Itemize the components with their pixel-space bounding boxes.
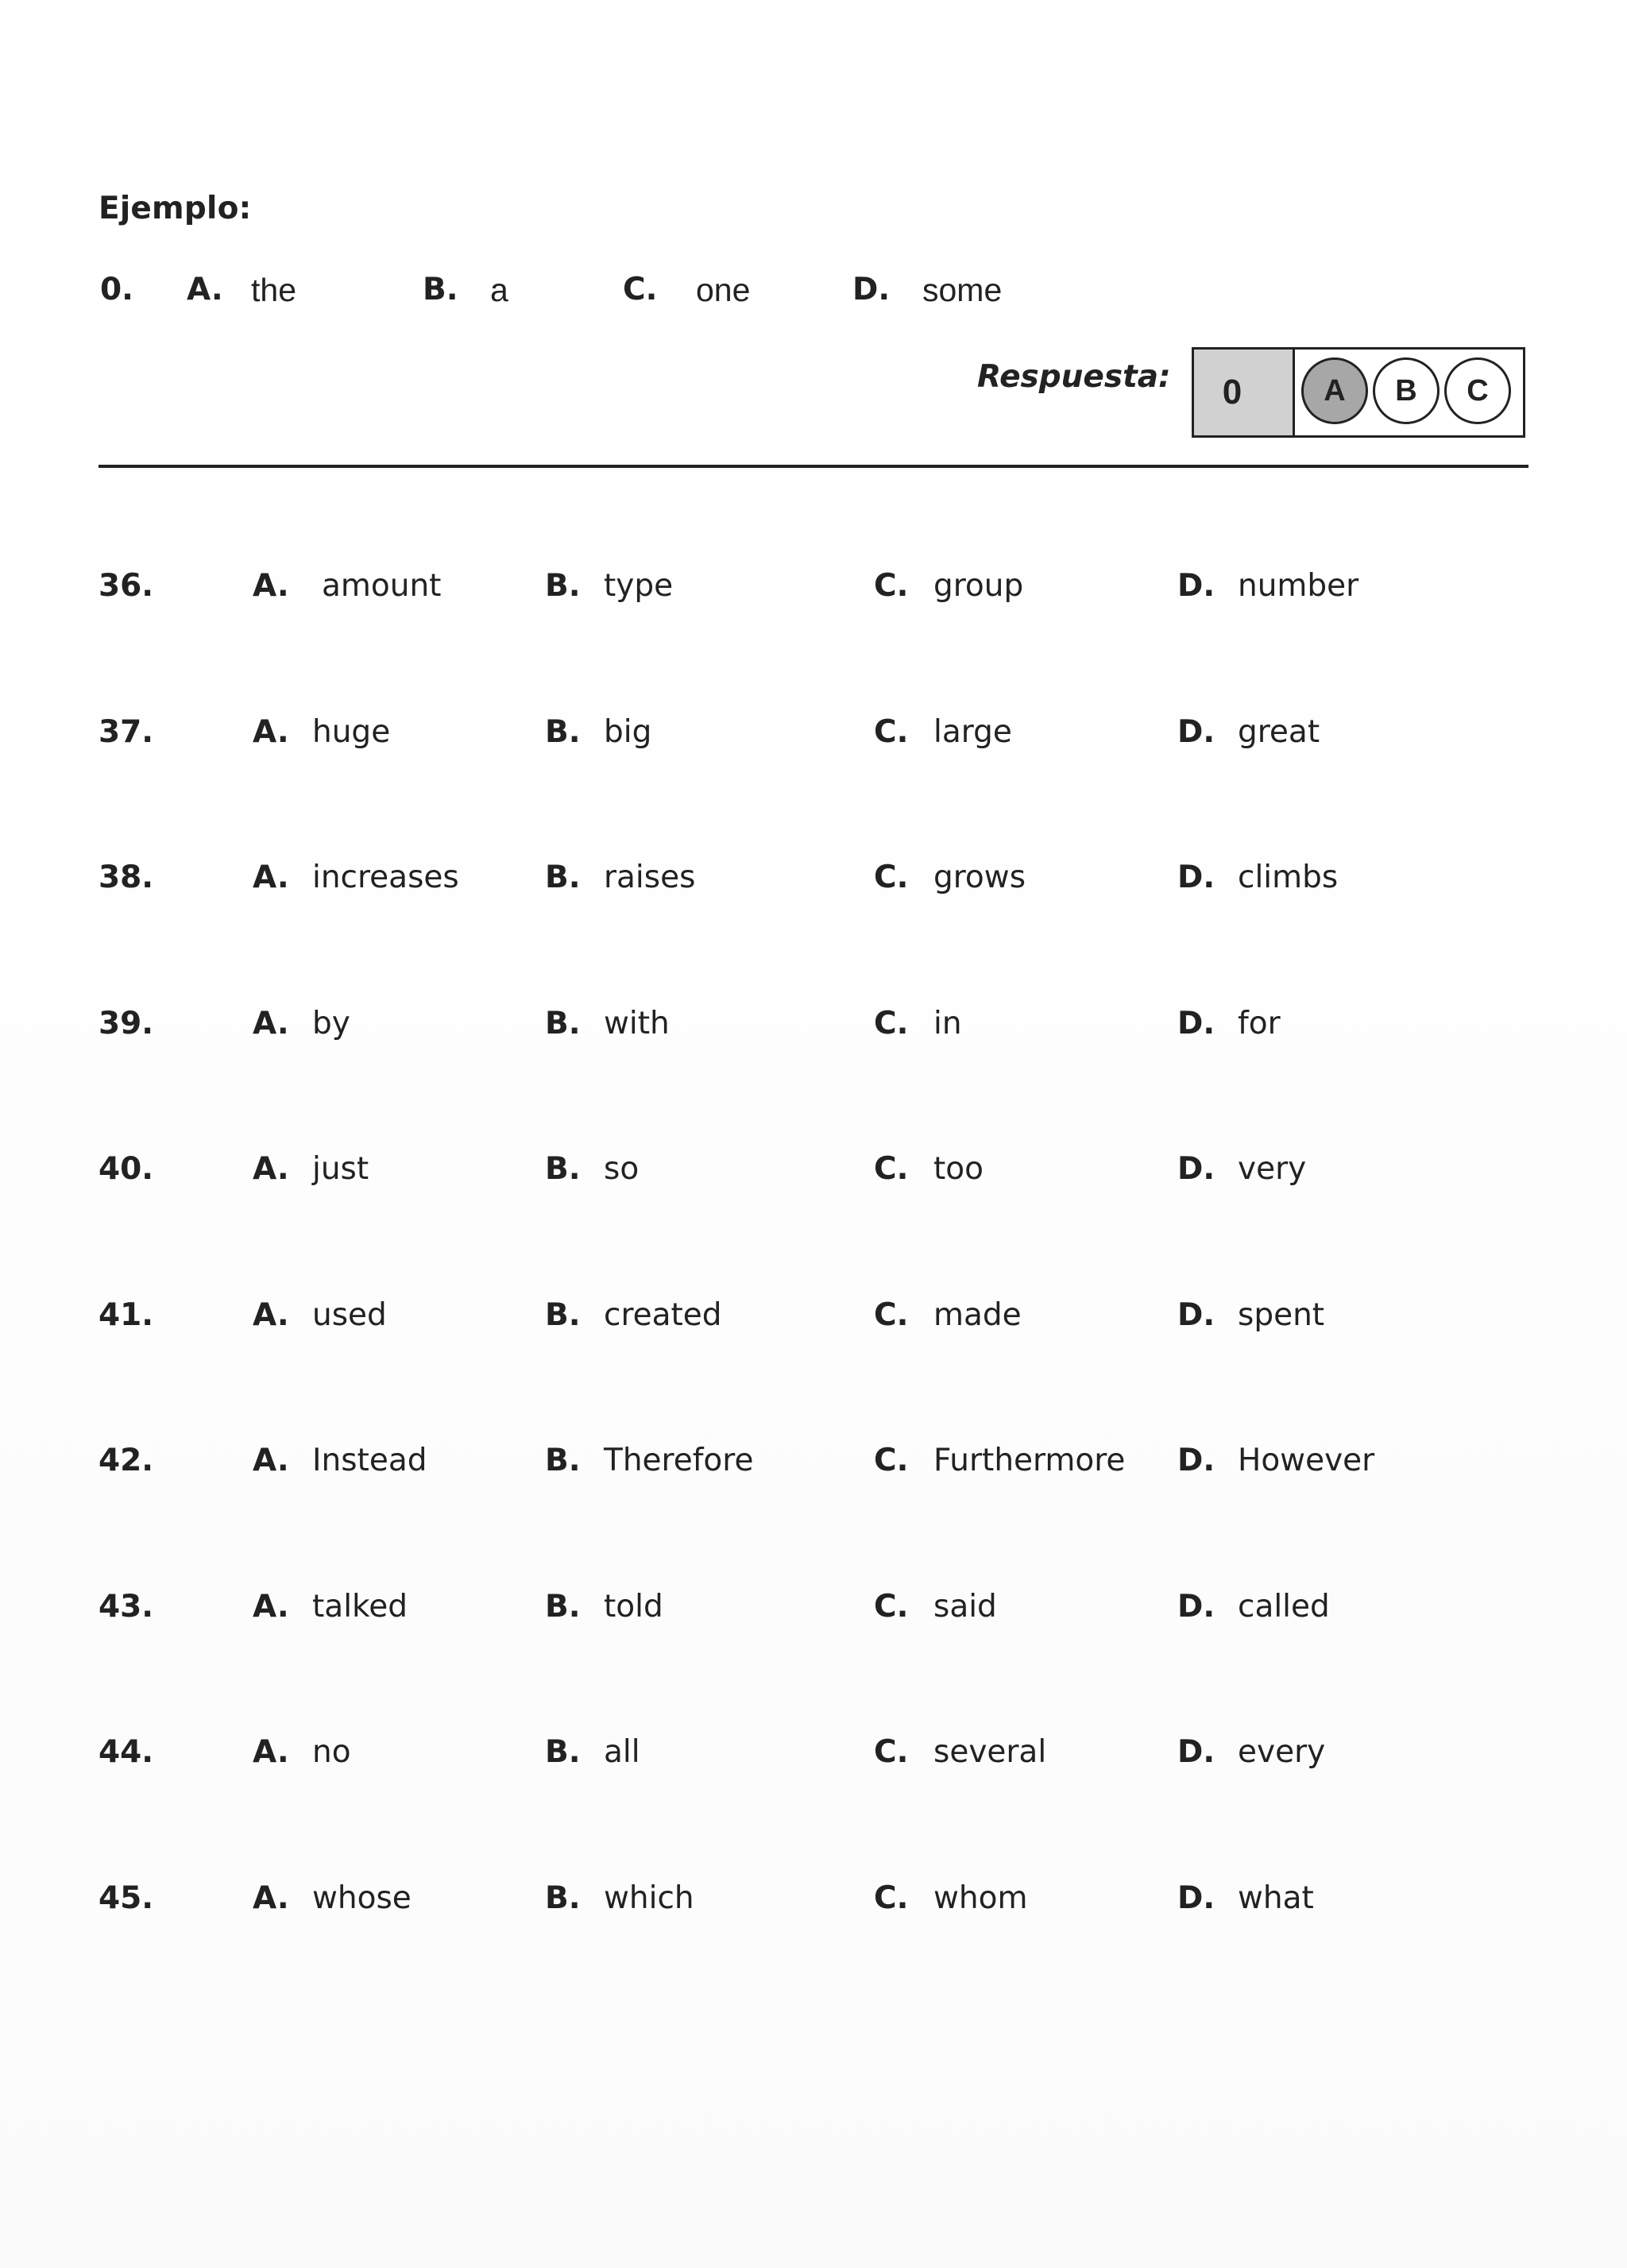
question-row (0, 1296, 1627, 1335)
question-number: 40. (99, 1151, 154, 1187)
question-row (0, 713, 1627, 752)
question-row (0, 1587, 1627, 1627)
example-option-text: the (251, 272, 296, 308)
example-number: 0. (100, 272, 133, 307)
option-letter: C. (874, 714, 909, 750)
option-letter: B. (545, 714, 581, 750)
option-letter: B. (545, 860, 581, 895)
question-number: 44. (99, 1734, 154, 1770)
option-letter: A. (253, 1006, 289, 1041)
option-text: very (1238, 1151, 1307, 1187)
option-text: number (1238, 568, 1359, 604)
option-letter: A. (253, 1297, 289, 1333)
option-letter: B. (545, 1297, 581, 1333)
option-letter: C. (874, 1589, 909, 1625)
option-letter: D. (1177, 1880, 1215, 1916)
option-letter: A. (253, 1443, 289, 1478)
option-text: by (312, 1006, 350, 1041)
question-row (0, 566, 1627, 606)
section-divider (99, 465, 1528, 468)
option-letter: A. (253, 1880, 289, 1916)
option-letter: D. (1177, 1734, 1215, 1770)
option-letter: C. (874, 1297, 909, 1333)
option-letter: B. (545, 1443, 581, 1478)
answer-number: 0 (1194, 350, 1295, 435)
question-number: 45. (99, 1880, 154, 1916)
option-text: made (933, 1297, 1022, 1333)
option-letter: C. (874, 1880, 909, 1916)
option-text: whose (312, 1880, 412, 1916)
question-row (0, 858, 1627, 898)
answer-bubble-a: A (1301, 357, 1368, 424)
option-letter: B. (545, 1880, 581, 1916)
option-letter: D. (1177, 568, 1215, 604)
option-text: spent (1238, 1297, 1325, 1333)
option-text: just (312, 1151, 369, 1187)
example-option-text: one (696, 272, 751, 308)
option-text: all (604, 1734, 640, 1770)
example-option-letter: A. (187, 272, 223, 307)
option-text: big (604, 714, 652, 750)
option-text: increases (312, 860, 459, 895)
option-text: called (1238, 1589, 1330, 1625)
option-text: told (604, 1589, 663, 1625)
option-text: Furthermore (933, 1443, 1126, 1478)
option-letter: A. (253, 714, 289, 750)
answer-bubble-b: B (1373, 357, 1440, 424)
option-text: huge (312, 714, 391, 750)
option-text: raises (604, 860, 696, 895)
answer-label: Respuesta: (977, 359, 1171, 395)
option-text: climbs (1238, 860, 1339, 895)
option-text: grows (933, 860, 1026, 895)
question-number: 36. (99, 568, 154, 604)
option-letter: B. (545, 1151, 581, 1187)
question-number: 41. (99, 1297, 154, 1333)
option-letter: C. (874, 860, 909, 895)
option-letter: A. (253, 1589, 289, 1625)
option-text: great (1238, 714, 1320, 750)
option-text: for (1238, 1006, 1281, 1041)
option-text: too (933, 1151, 984, 1187)
option-letter: D. (1177, 1297, 1215, 1333)
example-option-text: some (922, 272, 1003, 308)
option-text: group (933, 568, 1024, 604)
option-text: talked (312, 1589, 408, 1625)
option-letter: A. (253, 1734, 289, 1770)
example-option-text: a (490, 272, 508, 308)
option-letter: D. (1177, 714, 1215, 750)
question-row (0, 1149, 1627, 1189)
example-row (0, 270, 1627, 310)
question-row (0, 1441, 1627, 1481)
option-text: Instead (312, 1443, 427, 1478)
option-text: Therefore (604, 1443, 754, 1478)
question-row (0, 1004, 1627, 1044)
option-letter: D. (1177, 1589, 1215, 1625)
option-text: created (604, 1297, 722, 1333)
option-letter: B. (545, 1006, 581, 1041)
question-number: 37. (99, 714, 154, 750)
option-letter: C. (874, 1151, 909, 1187)
option-letter: C. (874, 568, 909, 604)
option-text: with (604, 1006, 670, 1041)
option-text: in (933, 1006, 962, 1041)
example-option-letter: B. (423, 272, 458, 307)
option-text: several (933, 1734, 1047, 1770)
option-text: what (1238, 1880, 1314, 1916)
option-text: whom (933, 1880, 1028, 1916)
option-text: no (312, 1734, 351, 1770)
option-text: large (933, 714, 1012, 750)
question-number: 43. (99, 1589, 154, 1625)
example-option-letter: C. (623, 272, 658, 307)
option-text: which (604, 1880, 694, 1916)
option-letter: A. (253, 568, 289, 604)
option-letter: C. (874, 1006, 909, 1041)
option-letter: D. (1177, 1151, 1215, 1187)
option-text: used (312, 1297, 387, 1333)
option-letter: B. (545, 568, 581, 604)
option-text: said (933, 1589, 997, 1625)
option-letter: A. (253, 1151, 289, 1187)
option-text: amount (322, 568, 442, 604)
example-answer-box (1192, 347, 1525, 438)
question-number: 38. (99, 860, 154, 895)
example-option-letter: D. (852, 272, 891, 307)
question-number: 39. (99, 1006, 154, 1041)
option-text: type (604, 568, 674, 604)
option-letter: B. (545, 1589, 581, 1625)
option-letter: D. (1177, 860, 1215, 895)
option-text: so (604, 1151, 640, 1187)
option-text: However (1238, 1443, 1375, 1478)
question-row (0, 1879, 1627, 1918)
option-letter: A. (253, 860, 289, 895)
example-heading: Ejemplo: (99, 191, 252, 226)
question-number: 42. (99, 1443, 154, 1478)
option-letter: D. (1177, 1006, 1215, 1041)
option-letter: C. (874, 1443, 909, 1478)
answer-bubble-c: C (1444, 357, 1511, 424)
option-text: every (1238, 1734, 1326, 1770)
option-letter: B. (545, 1734, 581, 1770)
option-letter: D. (1177, 1443, 1215, 1478)
question-row (0, 1733, 1627, 1772)
option-letter: C. (874, 1734, 909, 1770)
